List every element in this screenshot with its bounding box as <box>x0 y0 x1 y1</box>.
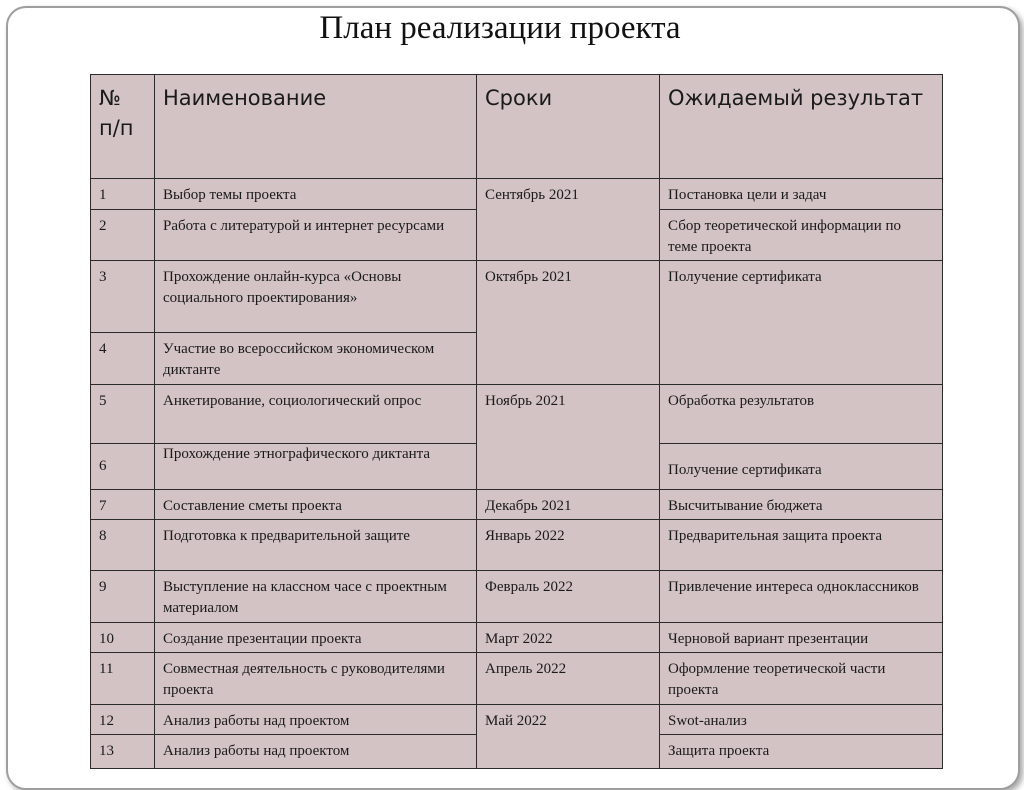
row-number: 3 <box>91 261 155 333</box>
row-term: Март 2022 <box>477 623 660 653</box>
row-number: 7 <box>91 490 155 520</box>
row-result: Оформление теоретической части проекта <box>660 653 943 705</box>
row-name: Анализ работы над проектом <box>155 735 477 769</box>
row-result: Swot-анализ <box>660 705 943 735</box>
row-number: 6 <box>91 444 155 490</box>
header-name: Наименование <box>155 75 477 179</box>
row-term: Февраль 2022 <box>477 571 660 623</box>
row-result: Высчитывание бюджета <box>660 490 943 520</box>
row-term: Январь 2022 <box>477 520 660 571</box>
row-number: 2 <box>91 210 155 261</box>
row-number: 12 <box>91 705 155 735</box>
row-result: Черновой вариант презентации <box>660 623 943 653</box>
row-result: Привлечение интереса одноклассников <box>660 571 943 623</box>
row-result: Получение сертификата <box>660 261 943 385</box>
row-number: 5 <box>91 385 155 444</box>
table-row <box>91 385 943 444</box>
row-term: Октябрь 2021 <box>477 261 660 385</box>
header-result: Ожидаемый результат <box>660 75 943 179</box>
row-number: 8 <box>91 520 155 571</box>
table-row <box>91 571 943 623</box>
row-result: Сбор теоретической информации по теме проекта <box>660 210 943 261</box>
row-name: Выбор темы проекта <box>155 179 477 210</box>
header-term: Сроки <box>477 75 660 179</box>
row-result: Предварительная защита проекта <box>660 520 943 571</box>
table-header-row <box>91 75 943 179</box>
row-name: Прохождение этнографического диктанта <box>155 444 477 490</box>
row-name: Составление сметы проекта <box>155 490 477 520</box>
row-term: Сентябрь 2021 <box>477 179 660 261</box>
row-number: 11 <box>91 653 155 705</box>
row-result: Обработка результатов <box>660 385 943 444</box>
row-term: Май 2022 <box>477 705 660 769</box>
row-name: Прохождение онлайн-курса «Основы социального проектирования» <box>155 261 477 333</box>
row-name: Участие во всероссийском экономическом диктанте <box>155 333 477 385</box>
table-row <box>91 623 943 653</box>
row-name: Выступление на классном часе с проектным материалом <box>155 571 477 623</box>
row-name: Совместная деятельность с руководителями проекта <box>155 653 477 705</box>
table-row <box>91 705 943 735</box>
project-plan-table <box>90 74 943 769</box>
row-term: Декабрь 2021 <box>477 490 660 520</box>
row-number: 10 <box>91 623 155 653</box>
row-result: Получение сертификата <box>660 444 943 490</box>
row-term: Ноябрь 2021 <box>477 385 660 490</box>
header-number: № п/п <box>91 75 155 179</box>
row-result: Постановка цели и задач <box>660 179 943 210</box>
row-name: Создание презентации проекта <box>155 623 477 653</box>
row-number: 4 <box>91 333 155 385</box>
row-number: 9 <box>91 571 155 623</box>
row-result: Защита проекта <box>660 735 943 769</box>
table-row <box>91 653 943 705</box>
row-name: Подготовка к предварительной защите <box>155 520 477 571</box>
table-row <box>91 179 943 210</box>
row-term: Апрель 2022 <box>477 653 660 705</box>
row-name: Работа с литературой и интернет ресурсами <box>155 210 477 261</box>
row-name: Анкетирование, социологический опрос <box>155 385 477 444</box>
table-row <box>91 261 943 333</box>
page-title: План реализации проекта <box>319 10 681 46</box>
row-number: 1 <box>91 179 155 210</box>
table-row <box>91 490 943 520</box>
table-row <box>91 520 943 571</box>
row-number: 13 <box>91 735 155 769</box>
row-name: Анализ работы над проектом <box>155 705 477 735</box>
